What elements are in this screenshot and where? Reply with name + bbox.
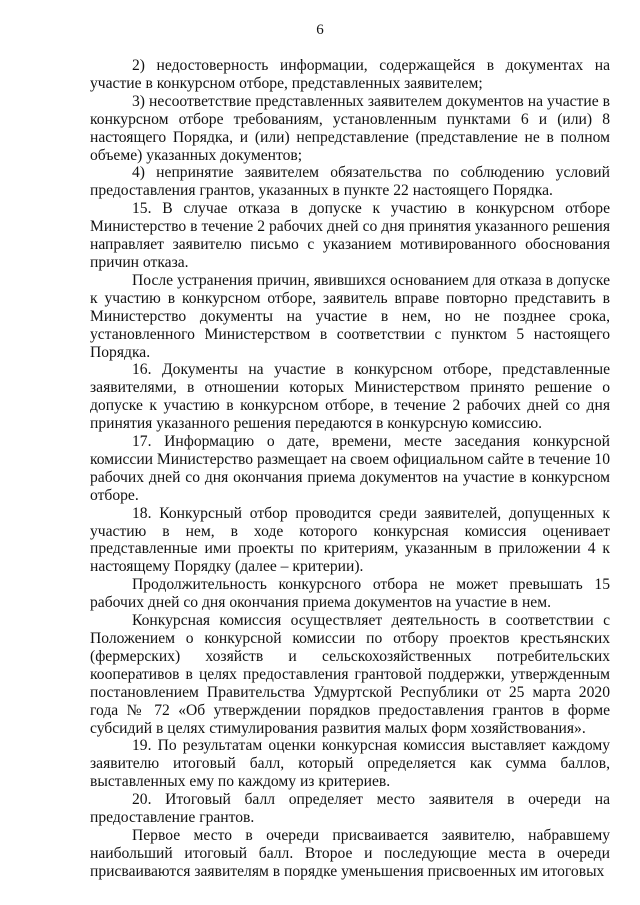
paragraph-item-4-obligation: 4) непринятие заявителем обязательства по соблюдению условий предоставления грантов, указанных в пункте 22 настоящего Порядка.: [90, 164, 610, 200]
paragraph-item-2-unreliable-info: 2) недостоверность информации, содержащейся в документах на участие в конкурсном отборе, представленных заявителем;: [90, 57, 610, 92]
paragraph-clause-20: 20. Итоговый балл определяет место заявителя в очереди на предоставление грантов.: [90, 791, 610, 827]
paragraph-item-3-noncompliance: 3) несоответствие представленных заявителем документов на участие в конкурсном отборе требованиям, установленным пунктами 6 и (или) 8 настоящего Порядка, и (или) непредставление (представление не в полном объеме) указанных документов;: [90, 92, 610, 164]
paragraph-clause-18: 18. Конкурсный отбор проводится среди заявителей, допущенных к участию в нем, в ходе которого конкурсная комиссия оценивает представленные ими проекты по критериям, указанным в приложении 4 к настоящему Порядку (далее – критерии).: [90, 504, 610, 576]
paragraph-clause-19: 19. По результатам оценки конкурсная комиссия выставляет каждому заявителю итоговый балл, который определяется как сумма баллов, выставленных ему по каждому из критериев.: [90, 737, 610, 791]
paragraph-clause-17: 17. Информацию о дате, времени, месте заседания конкурсной комиссии Министерство размещает на своем официальном сайте в течение 10 рабочих дней со дня окончания приема документов на участие в конкурсном отборе.: [90, 433, 610, 504]
paragraph-clause-18-duration: Продолжительность конкурсного отбора не может превышать 15 рабочих дней со дня окончания приема документов на участие в нем.: [90, 576, 610, 612]
paragraph-clause-18-commission: Конкурсная комиссия осуществляет деятельность в соответствии с Положением о конкурсной комиссии по отбору проектов крестьянских (фермерских) хозяйств и сельскохозяйственных потребительских кооперативов в целях предоставления грантовой поддержки, утвержденным постановлением Правительства Удмуртской Республики от 25 марта 2020 года № 72 «Об утверждении порядков предоставления грантов в форме субсидий в целях стимулирования развития малых форм хозяйствования».: [90, 612, 610, 737]
page-number: 6: [316, 22, 324, 38]
document-body: [90, 57, 610, 881]
paragraph-clause-15-resubmission: После устранения причин, явившихся основанием для отказа в допуске к участию в конкурсном отборе, заявитель вправе повторно представить в Министерство документы на участие в нем, но не позднее срока, установленного Министерством в соответствии с пунктом 5 настоящего Порядка.: [90, 271, 610, 361]
paragraph-clause-16: 16. Документы на участие в конкурсном отборе, представленные заявителями, в отношении которых Министерством принято решение о допуске к участию в конкурсном отборе, в течение 2 рабочих дней со дня принятия указанного решения передаются в конкурсную комиссию.: [90, 361, 610, 433]
paragraph-clause-20-ranking: Первое место в очереди присваивается заявителю, набравшему наибольший итоговый балл. Второе и последующие места в очереди присваиваются заявителям в порядке уменьшения присвоенных им итоговых: [90, 826, 610, 880]
paragraph-clause-15: 15. В случае отказа в допуске к участию в конкурсном отборе Министерство в течение 2 рабочих дней со дня принятия указанного решения направляет заявителю письмо с указанием мотивированного обоснования причин отказа.: [90, 200, 610, 271]
